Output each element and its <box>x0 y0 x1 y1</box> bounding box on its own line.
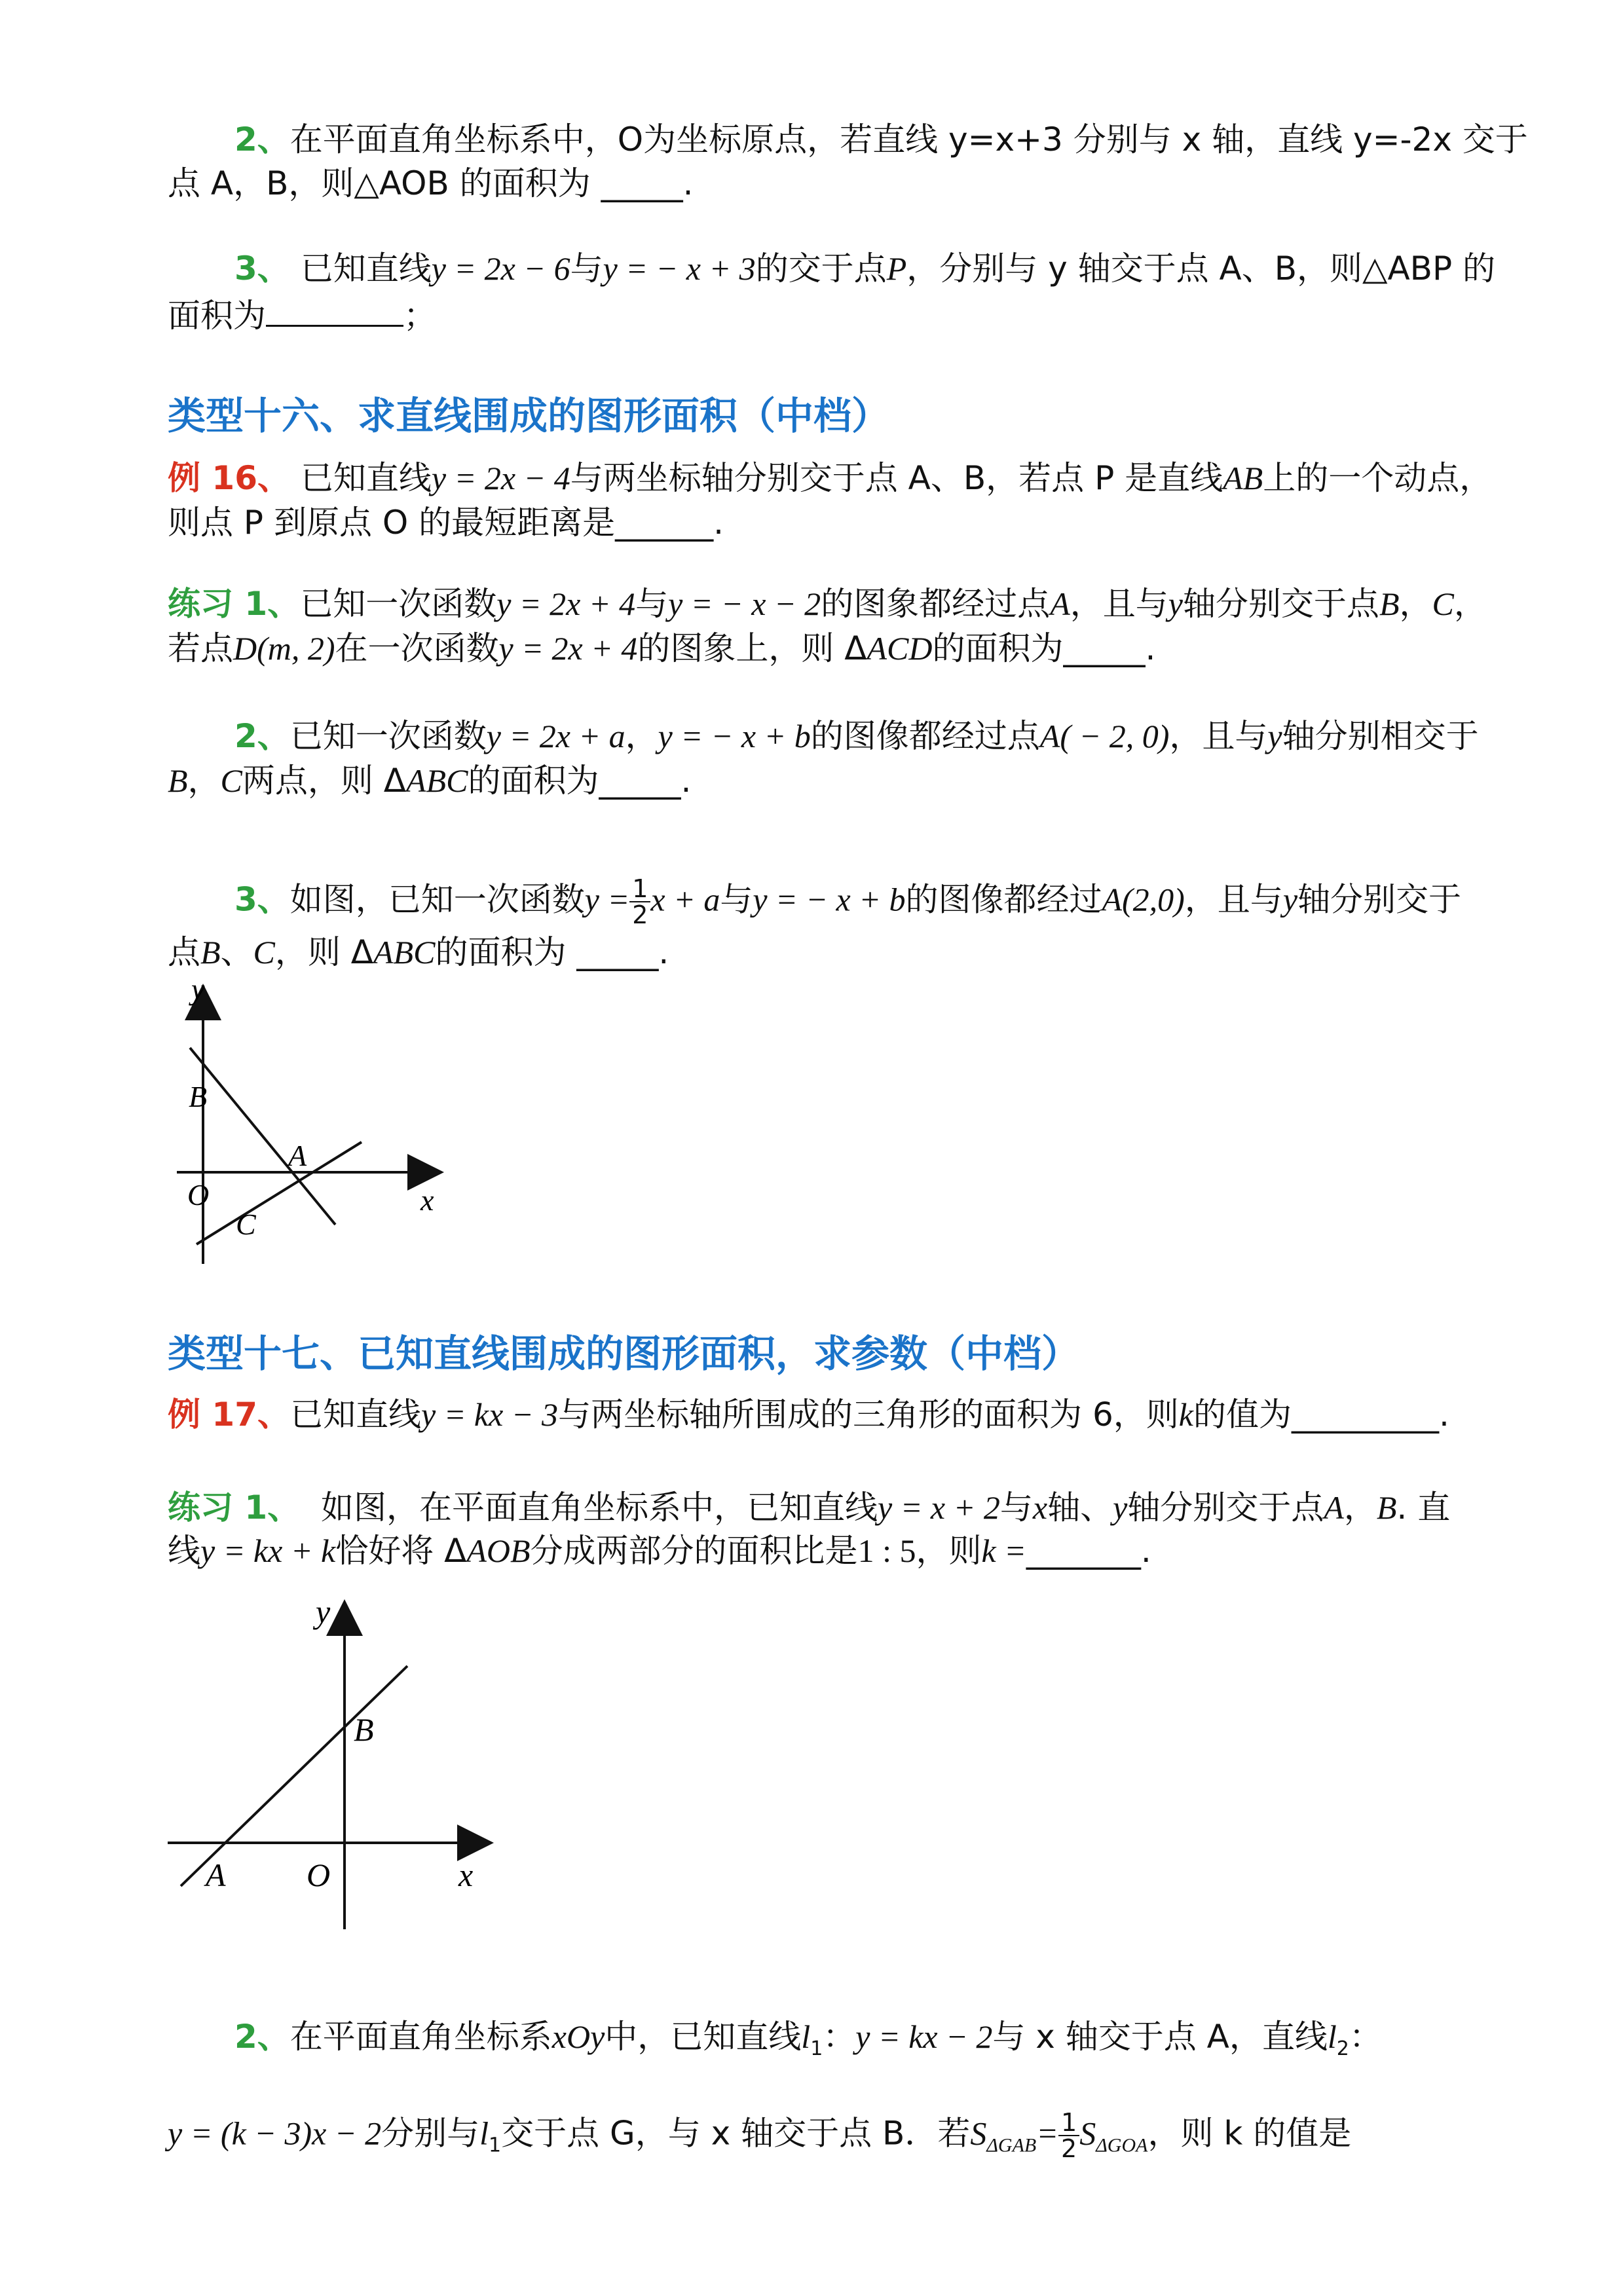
ex17-line1 <box>168 1395 1449 1434</box>
fig1-line-bc-through-a <box>190 1048 335 1225</box>
ex16-label: 例 16、 <box>168 459 290 497</box>
p16-1-l2c: 的图象上，则 Δ <box>637 629 867 667</box>
fig2-line-ab <box>181 1666 407 1886</box>
q3-post: ，分别与 y 轴交于点 A、B，则△ABP 的 <box>906 250 1496 287</box>
q2-number: 2、 <box>234 120 290 158</box>
p17-2-r2-l1: l <box>479 2115 489 2152</box>
p17-1-mid3: 轴分别交于点 <box>1127 1489 1324 1527</box>
p17-2-fraction <box>1058 2110 1079 2161</box>
p17-1-ratio: 1 : 5 <box>857 1532 916 1569</box>
ex17-mid: 与两坐标轴所围成的三角形的面积为 6，则 <box>558 1396 1179 1434</box>
fig2-label-a: A <box>206 1857 226 1893</box>
p17-1-b: B <box>1376 1489 1397 1526</box>
fig2-label-o: O <box>307 1857 331 1893</box>
p17-2-s2: S <box>1079 2115 1096 2152</box>
p17-1-y: y <box>1113 1489 1128 1526</box>
p16-3-line1 <box>234 876 1461 927</box>
p16-1-eq3: y = 2x + 4 <box>498 630 638 667</box>
p17-1-pre: 如图，在平面直角坐标系中，已知直线 <box>321 1489 878 1527</box>
q3-pre: 已知直线 <box>300 250 432 287</box>
q3-mid1: 与 <box>570 250 603 287</box>
p17-2-line1 <box>234 2017 1382 2069</box>
p16-1-eq1: y = 2x + 4 <box>496 585 636 622</box>
p17-1-c1: ， <box>1343 1489 1377 1527</box>
p16-1-d: D(m, 2) <box>233 630 335 667</box>
q2-text: 在平面直角坐标系中，O为坐标原点，若直线 y=x+3 分别与 x 轴，直线 y=-2x 交于 <box>289 120 1528 158</box>
ex17-label: 例 17、 <box>168 1396 290 1434</box>
ex16-mid: 与两坐标轴分别交于点 A、B，若点 P 是直线 <box>570 459 1223 497</box>
p17-1-l2b: 恰好将 Δ <box>335 1532 467 1570</box>
heading-type-17: 类型十七、已知直线围成的图形面积，求参数（中档） <box>168 1331 1080 1376</box>
p17-2-r2a: 分别与 <box>381 2114 480 2153</box>
p17-1-l2d: ，则 <box>916 1532 982 1570</box>
p16-1-end: ， <box>1453 585 1487 623</box>
p17-1-line2 <box>168 1531 1151 1570</box>
p16-1-mid2: 的图象都经过点 <box>821 585 1051 623</box>
q3-mid2: 的交于点 <box>755 250 887 287</box>
p16-2-sep: ， <box>625 717 658 755</box>
p17-2-mid1: 中，已知直线 <box>605 2018 802 2056</box>
p16-3-mid3: ，且与 <box>1184 880 1283 919</box>
p16-2-abc: ABC <box>406 762 468 799</box>
p16-3-mid2: 的图像都经过 <box>905 880 1102 919</box>
q2-text-2: 点 A，B，则△AOB 的面积为 _____. <box>168 164 694 202</box>
p17-1-line1 <box>168 1488 1450 1527</box>
p17-2-s1-sub: ΔGAB <box>986 2134 1037 2157</box>
p17-1-mid2: 轴、 <box>1047 1489 1113 1527</box>
p16-2-b: B <box>168 762 188 799</box>
ex16-line2 <box>168 503 724 542</box>
p17-2-eq2: y = (k − 3)x − 2 <box>168 2115 382 2152</box>
ex16-pre: 已知直线 <box>300 459 432 497</box>
p16-1-l2d: 的面积为_____. <box>932 629 1156 667</box>
p16-3-l2c: ，则 Δ <box>274 933 374 971</box>
p16-1-mid4: 轴分别交于点 <box>1182 585 1379 623</box>
fig1-label-o: O <box>187 1178 210 1212</box>
p16-1-y: y <box>1168 585 1183 622</box>
p16-3-y-eq: y = <box>584 881 630 918</box>
p16-3-l2a: 点 <box>168 933 200 971</box>
p16-3-number: 3、 <box>234 880 290 919</box>
p17-1-mid1: 与 <box>999 1489 1033 1527</box>
p16-2-number: 2、 <box>234 717 290 755</box>
figure-2-coordinate-diagram <box>164 1591 504 1932</box>
heading-type-16: 类型十六、求直线围成的图形面积（中档） <box>168 394 890 438</box>
p16-2-post: 轴分别相交于 <box>1282 717 1479 755</box>
p16-3-line2 <box>168 933 669 972</box>
p16-2-comma: ， <box>187 762 221 800</box>
p17-2-number: 2、 <box>234 2018 290 2056</box>
q3-number: 3、 <box>234 250 290 287</box>
p16-3-frac-num: 1 <box>629 876 650 902</box>
q3-point-p: P <box>886 250 907 287</box>
ex17-k: k <box>1178 1396 1193 1433</box>
q3-blank <box>266 293 403 327</box>
p17-2-l2-sub: 2 <box>1336 2037 1349 2060</box>
p17-2-s1: S <box>970 2115 987 2152</box>
p17-2-colon2: ： <box>1349 2018 1382 2056</box>
p16-1-comma: ， <box>1399 585 1432 623</box>
fig2-label-y: y <box>316 1593 331 1630</box>
p16-2-line1 <box>234 716 1479 756</box>
p17-2-pre: 在平面直角坐标系 <box>289 2018 552 2056</box>
p16-1-line1 <box>168 584 1487 623</box>
q3-equation-1: y = 2x − 6 <box>431 250 570 287</box>
p16-2-eq1: y = 2x + a <box>486 718 625 754</box>
p17-1-l2e: _______. <box>1026 1532 1151 1570</box>
fig1-label-c: C <box>236 1208 256 1241</box>
p16-3-eq2: y = − x + b <box>753 881 906 918</box>
p17-1-k: k = <box>981 1532 1026 1569</box>
p16-2-y: y <box>1267 718 1282 754</box>
p17-2-line2 <box>168 2110 1351 2166</box>
ex16-post: 上的一个动点， <box>1263 459 1493 497</box>
p17-1-l2a: 线 <box>168 1532 200 1570</box>
p16-2-c: C <box>220 762 242 799</box>
p16-3-fraction <box>629 876 650 927</box>
q3-area-label: 面积为 <box>168 297 266 335</box>
p16-1-pre: 已知一次函数 <box>300 585 497 623</box>
p16-1-line2 <box>168 629 1155 668</box>
p17-2-r2b: 交于点 G，与 x 轴交于点 B．若 <box>501 2114 971 2153</box>
p16-1-l2a: 若点 <box>168 629 233 667</box>
p16-1-l2b: 在一次函数 <box>335 629 499 667</box>
p17-2-mid2: 与 x 轴交于点 A，直线 <box>992 2018 1328 2056</box>
p17-1-end: . 直 <box>1396 1489 1451 1527</box>
p16-3-c: C <box>253 934 275 971</box>
p16-3-l2b: 、 <box>220 933 253 971</box>
fig1-label-a: A <box>288 1139 307 1172</box>
p17-1-x: x <box>1032 1489 1048 1526</box>
p17-1-aob: AOB <box>466 1532 531 1569</box>
p17-2-eq1: y = kx − 2 <box>855 2018 993 2055</box>
p17-2-xoy: xOy <box>551 2018 605 2055</box>
p17-1-l2c: 分成两部分的面积比是 <box>530 1532 858 1570</box>
p17-2-frac-num: 1 <box>1058 2110 1079 2136</box>
ex16-equation: y = 2x − 4 <box>431 460 570 496</box>
p16-3-pre: 如图，已知一次函数 <box>289 880 585 919</box>
fig2-label-x: x <box>458 1857 474 1893</box>
p17-1-label: 练习 1、 <box>168 1489 301 1527</box>
p17-2-l1: l <box>801 2018 811 2055</box>
p16-3-post: 轴分别交于 <box>1297 880 1462 919</box>
p17-1-eq1: y = x + 2 <box>878 1489 1000 1526</box>
ex17-equation: y = kx − 3 <box>421 1396 559 1433</box>
p17-2-frac-den: 2 <box>1061 2134 1077 2163</box>
ex16-line1 <box>168 458 1492 498</box>
p16-2-a: A( − 2, 0) <box>1039 718 1170 754</box>
fig1-label-y: y <box>191 976 205 1006</box>
ex17-post: 的值为_________. <box>1193 1396 1449 1434</box>
p17-1-a: A <box>1324 1489 1344 1526</box>
p17-1-eq2: y = kx + k <box>200 1532 336 1569</box>
p16-3-mid: 与 <box>720 880 753 919</box>
p16-3-abc: ABC <box>373 934 436 971</box>
fig1-label-b: B <box>189 1080 208 1113</box>
p16-1-label: 练习 1、 <box>168 585 301 623</box>
p17-2-s2-sub: ΔGOA <box>1096 2134 1148 2157</box>
p16-2-mid2: ，且与 <box>1169 717 1268 755</box>
p16-1-eq2: y = − x − 2 <box>668 585 821 622</box>
q2-line1 <box>234 120 1528 159</box>
ex16-ab: AB <box>1223 460 1263 496</box>
p16-2-l2a: 两点，则 Δ <box>242 762 407 800</box>
p16-3-a: A(2,0) <box>1102 881 1185 918</box>
fig1-label-x: x <box>420 1183 434 1217</box>
figure-1-coordinate-diagram <box>164 976 465 1277</box>
p16-3-l2d: 的面积为 _____. <box>435 933 669 971</box>
q3-equation-2: y = − x + 3 <box>603 250 756 287</box>
q3-line1 <box>234 249 1495 288</box>
p16-1-c: C <box>1432 585 1454 622</box>
p16-3-eq1-rest: x + a <box>650 881 720 918</box>
p17-2-r2c: ，则 k 的值是 <box>1147 2114 1352 2153</box>
p16-2-mid: 的图像都经过点 <box>810 717 1040 755</box>
q3-end: ； <box>403 297 436 335</box>
p17-2-r2-l1-sub: 1 <box>489 2134 502 2157</box>
p16-1-mid3: ，且与 <box>1070 585 1168 623</box>
p16-2-eq2: y = − x + b <box>658 718 811 754</box>
q2-line2 <box>168 164 694 203</box>
ex16-text-2: 则点 P 到原点 O 的最短距离是______. <box>168 504 724 542</box>
p16-1-b: B <box>1379 585 1400 622</box>
ex17-pre: 已知直线 <box>290 1396 421 1434</box>
p17-2-l1-sub: 1 <box>810 2037 823 2060</box>
p16-1-acd: ACD <box>867 630 933 667</box>
q3-line2 <box>168 293 436 335</box>
p17-2-colon: ： <box>823 2018 856 2056</box>
p16-2-pre: 已知一次函数 <box>289 717 487 755</box>
p17-2-eq: = <box>1036 2115 1059 2152</box>
p16-3-y: y <box>1282 881 1298 918</box>
p16-2-l2b: 的面积为_____. <box>468 762 692 800</box>
p16-3-b: B <box>200 934 221 971</box>
p16-1-mid1: 与 <box>635 585 669 623</box>
p16-3-frac-den: 2 <box>632 900 648 929</box>
p16-2-line2 <box>168 761 691 800</box>
fig2-label-b: B <box>354 1711 374 1748</box>
p16-1-a: A <box>1050 585 1070 622</box>
p17-2-l2: l <box>1327 2018 1337 2055</box>
